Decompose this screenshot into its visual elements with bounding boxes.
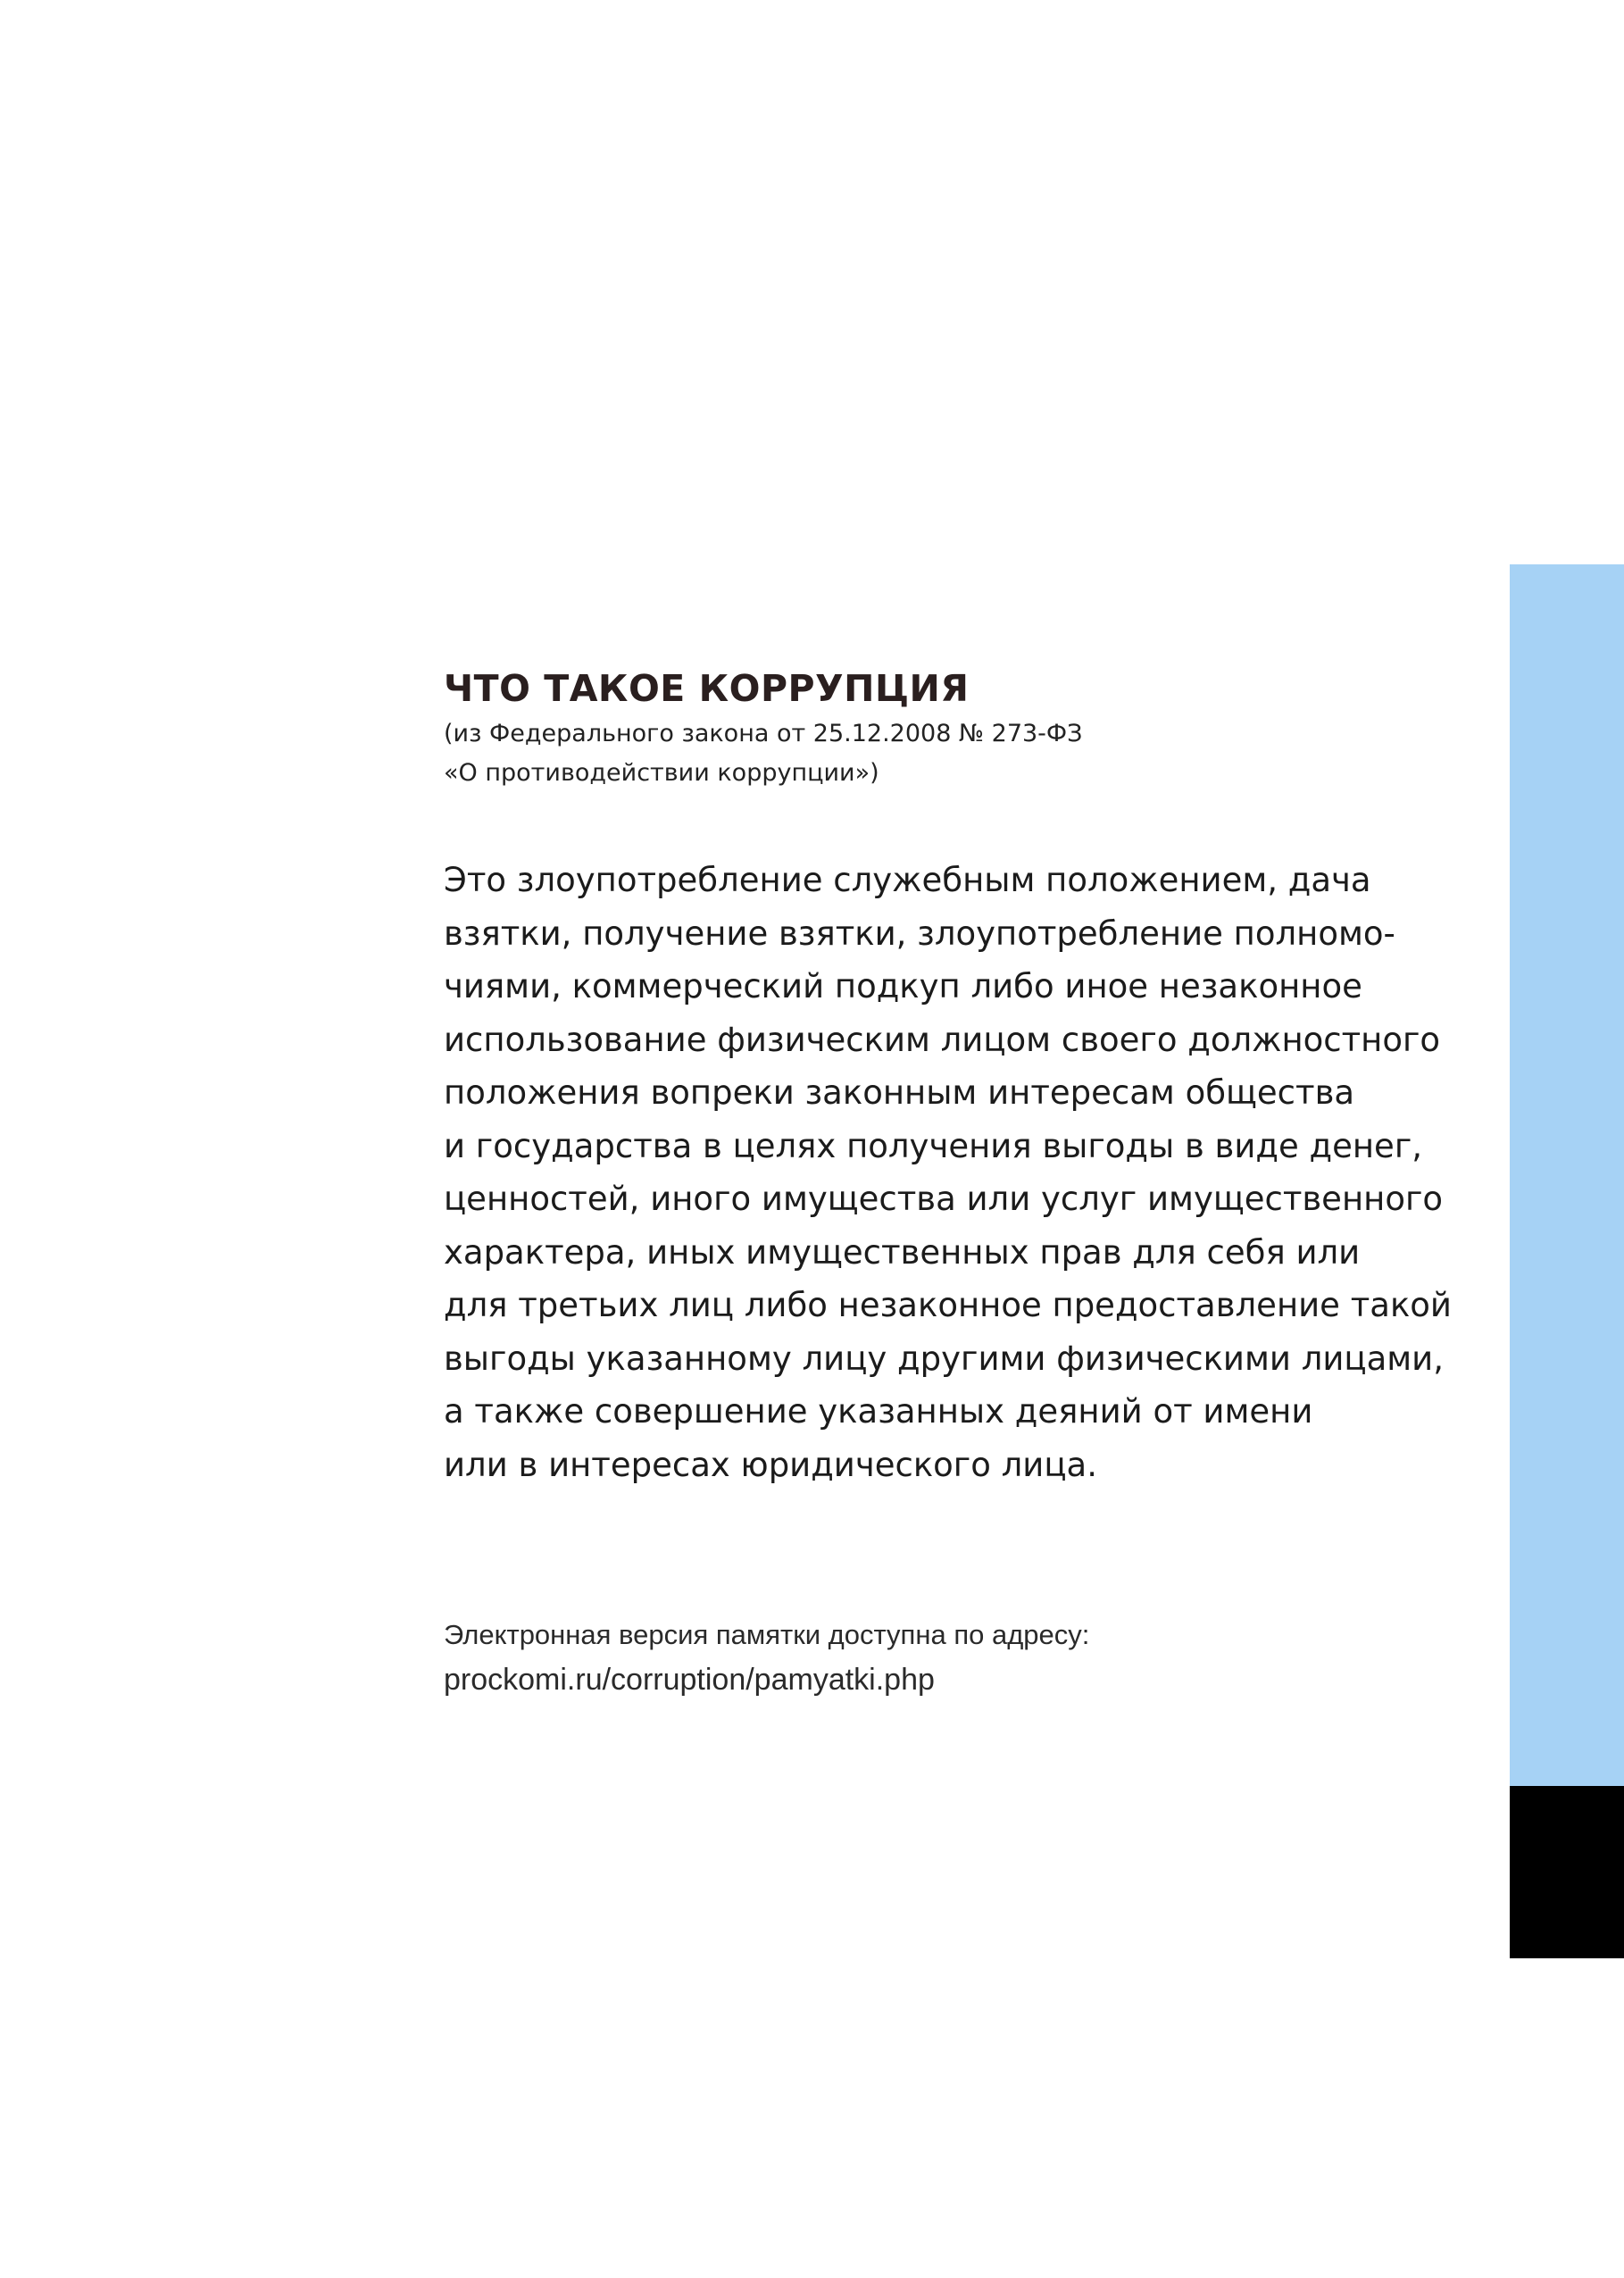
definition-line: использование физическим лицом своего должностного	[444, 1020, 1441, 1059]
definition-line: или в интересах юридического лица.	[444, 1445, 1097, 1484]
electronic-version-note	[444, 1612, 1089, 1703]
side-color-bar-black	[1510, 1786, 1624, 1958]
definition-line: чиями, коммерческий подкуп либо иное незаконное	[444, 967, 1362, 1005]
side-color-bar-blue	[1510, 564, 1624, 1786]
definition-line: для третьих лиц либо незаконное предоставление такой	[444, 1286, 1452, 1324]
definition-line: выгоды указанному лицу другими физическими лицами,	[444, 1339, 1444, 1378]
definition-line: и государства в целях получения выгоды в виде денег,	[444, 1126, 1423, 1165]
electronic-version-url[interactable]: prockomi.ru/corruption/pamyatki.php	[444, 1663, 935, 1697]
definition-line: ценностей, иного имущества или услуг имущественного	[444, 1180, 1444, 1218]
law-reference	[444, 714, 1082, 793]
electronic-version-label: Электронная версия памятки доступна по адресу:	[444, 1619, 1090, 1650]
definition-paragraph	[444, 854, 1452, 1491]
law-reference-line: (из Федерального закона от 25.12.2008 № 273-ФЗ	[444, 720, 1083, 747]
definition-line: а также совершение указанных деяний от имени	[444, 1392, 1313, 1431]
definition-line: взятки, получение взятки, злоупотребление полномо-	[444, 914, 1395, 953]
law-reference-line: «О противодействии коррупции»)	[444, 759, 879, 787]
definition-line: Это злоупотребление служебным положением, дача	[444, 861, 1371, 899]
page-title: ЧТО ТАКОЕ КОРРУПЦИЯ	[444, 667, 970, 710]
definition-line: положения вопреки законным интересам общества	[444, 1073, 1355, 1112]
definition-line: характера, иных имущественных прав для себя или	[444, 1232, 1361, 1272]
